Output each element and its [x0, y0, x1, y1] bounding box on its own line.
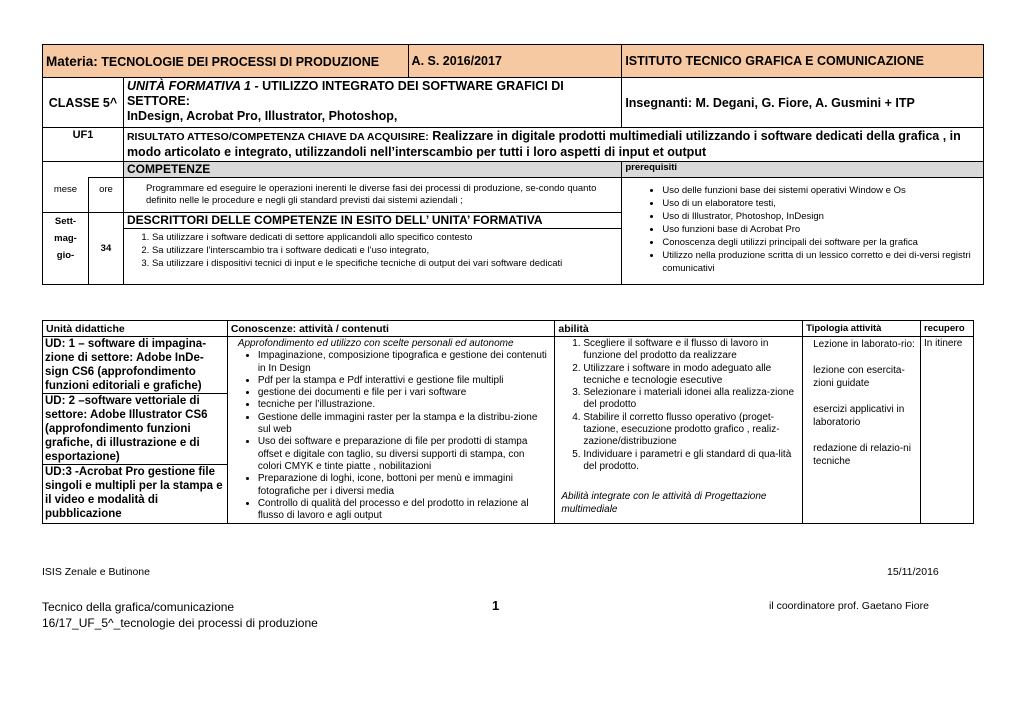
materia-cell — [43, 45, 409, 78]
unita-software: InDesign, Acrobat Pro, Illustrator, Photoshop, — [126, 109, 398, 123]
abilita-item: 3. Selezionare i materiali idonei alla realizza-zione del prodotto — [583, 387, 798, 412]
unita-prefix: UNITÀ FORMATIVA 1 - — [126, 79, 259, 93]
footer-date: 15/11/2016 — [887, 566, 939, 578]
ud-item: UD:3 -Acrobat Pro gestione file singoli e multipli per la stampa e il video e modalità di pubblicazione — [45, 466, 223, 520]
insegnanti: Insegnanti: M. Degani, G. Fiore, A. Gusmini + ITP — [622, 78, 984, 128]
anno-scolastico: A. S. 2016/2017 — [408, 45, 622, 78]
tipologia-item: esercizi applicativi in laboratorio — [813, 404, 905, 428]
conoscenza-item: • Impaginazione, composizione tipografica e gestione dei contenuti in In Design — [258, 350, 551, 375]
abilita-list — [561, 338, 798, 473]
tipologia-cell — [803, 337, 921, 524]
tipologia-item: redazione di relazio-ni tecniche — [813, 443, 911, 467]
conoscenze-list — [236, 350, 551, 522]
competenze-text: Programmare ed eseguire le operazioni inerenti le diverse fasi dei processi di produzione, se-condo quanto definito nelle le procedure e negli gli standard previsti dai sistemi aziendali ; — [123, 178, 621, 213]
conoscenze-intro: Approfondimento ed utilizzo con scelte personali ed autonome — [237, 338, 514, 349]
descrittore-item: 2. Sa utilizzare l’interscambio tra i software dedicati e l’uso integrato, — [152, 244, 617, 257]
conoscenze-cell — [227, 337, 555, 524]
competenze-title: COMPETENZE — [123, 162, 621, 178]
mese-value: Sett-mag-gio- — [43, 213, 89, 285]
ud-table — [42, 320, 974, 524]
descrittore-item: 1. Sa utilizzare i software dedicati di settore applicandoli allo specifico contesto — [152, 231, 617, 244]
conoscenza-item: • Gestione delle immagini raster per la stampa e la distribu-zione sul web — [258, 412, 551, 437]
risultato-text: Realizzare in digitale prodotti multimediali utilizzando i software dedicati della grafica , in modo articolato e integrato, utilizzandoli nell’interscambio per tutti i loro aspetti di input et output — [126, 129, 961, 159]
ore-label: ore — [88, 178, 123, 213]
prerequisito-item: • Conoscenza degli utilizzi principali dei software per la grafica — [662, 236, 979, 249]
materia-label: Materia: — [46, 53, 98, 69]
uf-code: UF1 — [43, 128, 124, 162]
abilita-cell — [555, 337, 803, 524]
conoscenza-item: • Pdf per la stampa e Pdf interattivi e gestione file multipli — [258, 375, 551, 387]
unita-formativa — [123, 78, 621, 128]
prerequisito-item: • Uso di Illustrator, Photoshop, InDesign — [662, 210, 979, 223]
footer-school: ISIS Zenale e Butinone — [42, 566, 150, 578]
tipologia-item: lezione con esercita-zioni guidate — [813, 365, 905, 389]
col-header: recupero — [920, 321, 973, 337]
descrittori-title: DESCRITTORI DELLE COMPETENZE IN ESITO DELL’ UNITA’ FORMATIVA — [123, 213, 621, 229]
istituto: ISTITUTO TECNICO GRAFICA E COMUNICAZIONE — [622, 45, 984, 78]
ud-cell — [43, 337, 228, 524]
abilita-item: 2. Utilizzare i software in modo adeguato alle tecniche e tecnologie esecutive — [583, 363, 798, 388]
conoscenza-item: • Uso dei software e preparazione di file per prodotti di stampa offset e digitale con taglio, su diversi supporti di stampa, con colori CMYK e tinte piatte , nobilitazioni — [258, 436, 551, 473]
ore-value: 34 — [88, 213, 123, 285]
col-header: Tipologia attività — [803, 321, 921, 337]
abilita-item: 1. Scegliere il software e il flusso di lavoro in funzione del prodotto da realizzare — [583, 338, 798, 363]
prerequisito-item: • Uso di un elaboratore testi, — [662, 197, 979, 210]
conoscenza-item: • gestione dei documenti e file per i vari software — [258, 387, 551, 399]
footer-line1: Tecnico della grafica/comunicazione — [42, 600, 235, 614]
tipologia-item: Lezione in laborato-rio: — [813, 339, 915, 350]
empty-cell — [43, 162, 124, 178]
conoscenza-item: • tecniche per l’illustrazione. — [258, 399, 551, 411]
risultato-label: RISULTATO ATTESO/COMPETENZA CHIAVE DA ACQUISIRE: — [126, 131, 429, 143]
col-header: Conoscenze: attività / contenuti — [227, 321, 555, 337]
conoscenza-item: • Preparazione di loghi, icone, bottoni per menù e immagini fotografiche per i diversi media — [258, 473, 551, 498]
classe-label: CLASSE 5^ — [43, 78, 124, 128]
prerequisito-item: • Uso funzioni base di Acrobat Pro — [662, 223, 979, 236]
prerequisito-item: • Uso delle funzioni base dei sistemi operativi Window e Os — [662, 184, 979, 197]
materia-value: TECNOLOGIE DEI PROCESSI DI PRODUZIONE — [101, 54, 380, 69]
col-header: Unità didattiche — [43, 321, 228, 337]
abilita-item: 5. Individuare i parametri e gli standard di qua-lità del prodotto. — [583, 449, 798, 474]
risultato-atteso — [123, 128, 983, 162]
col-header: abilità — [555, 321, 803, 337]
page-number: 1 — [492, 598, 500, 613]
recupero-cell: In itinere — [920, 337, 973, 524]
descrittori-list — [134, 231, 617, 270]
unit-header-table — [42, 44, 984, 285]
prerequisiti-cell — [622, 178, 984, 285]
mese-label: mese — [43, 178, 89, 213]
prerequisito-item: • Utilizzo nella produzione scritta di un lessico corretto e dei di-versi registri comunicativi — [662, 249, 979, 275]
footer-line2: 16/17_UF_5^_tecnologie dei processi di produzione — [42, 616, 318, 630]
ud-item: UD: 1 – software di impagina-zione di settore: Adobe InDe-sign CS6 (approfondimento funzioni editoriali e grafiche) — [43, 337, 227, 394]
prerequisiti-title: prerequisiti — [622, 162, 984, 178]
prerequisiti-list — [644, 184, 979, 275]
abilita-note: Abilità integrate con le attività di Progettazione multimediale — [561, 491, 767, 515]
ud-item: UD: 2 –software vettoriale di settore: Adobe Illustrator CS6 (approfondimento funzioni grafiche, di illustrazione e di esportazione) — [43, 394, 227, 465]
abilita-item: 4. Stabilire il corretto flusso operativo (proget-tazione, esecuzione prodotto grafico , realiz-zazione/distribuzione — [583, 412, 798, 449]
unita-title: UTILIZZO INTEGRATO DEI SOFTWARE GRAFICI DI SETTORE: — [126, 79, 564, 108]
descrittore-item: 3. Sa utilizzare i dispositivi tecnici di input e le specifiche tecniche di output dei vari software dedicati — [152, 257, 617, 270]
descrittori-cell — [123, 229, 621, 285]
footer-coordinator: il coordinatore prof. Gaetano Fiore — [769, 600, 929, 612]
conoscenza-item: • Controllo di qualità del processo e del prodotto in relazione al flusso di lavoro e agli output — [258, 498, 551, 523]
